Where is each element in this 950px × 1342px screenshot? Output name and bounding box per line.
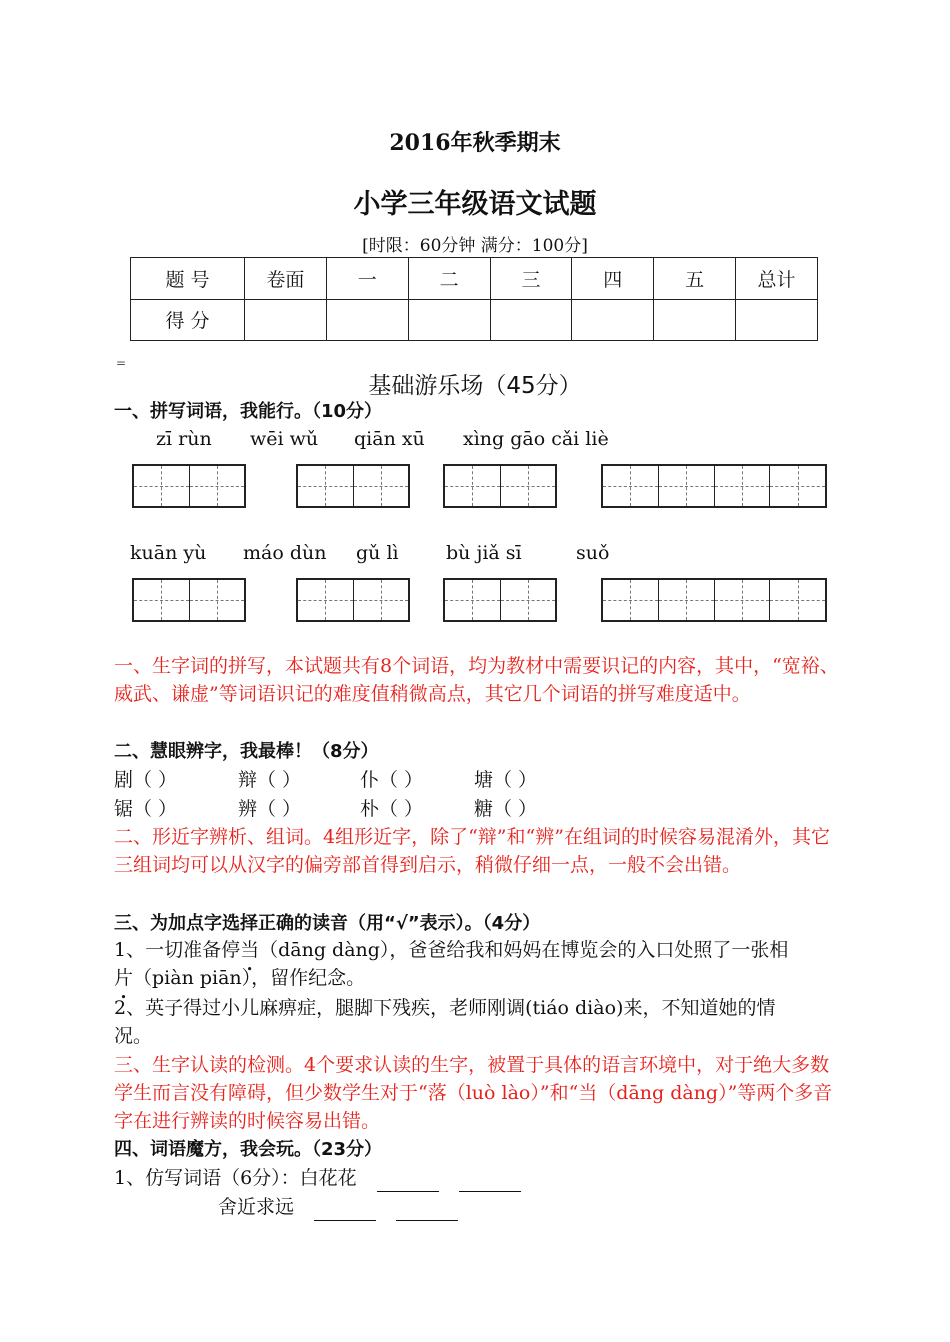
score-cell[interactable] (408, 299, 490, 341)
q3-sentence-1 (114, 936, 844, 992)
writing-grid[interactable] (296, 464, 410, 508)
writing-grid[interactable] (296, 578, 410, 622)
score-header-cell: 一 (326, 258, 408, 300)
q3-s1-text: 1、一切准备停 (114, 939, 241, 961)
answer-blank[interactable] (377, 1171, 439, 1192)
q2-item: 朴（ ） (360, 798, 424, 820)
writing-grid[interactable] (443, 464, 557, 508)
answer-blank[interactable] (314, 1200, 376, 1221)
q2-item: 仆（ ） (360, 769, 424, 791)
exam-title: 小学三年级语文试题 (353, 189, 597, 220)
pinyin-label: máo dùn (243, 542, 327, 564)
q2-item: 辩（ ） (238, 769, 302, 791)
q1-note: 一、生字词的拼写，本试题共有8个词语，均为教材中需要识记的内容，其中，“宽裕、威武、谦虚”等词语识记的难度值稍微高点，其它几个词语的拼写难度适中。 (114, 655, 839, 705)
q2-item: 辨（ ） (238, 798, 302, 820)
q4-s1-label: 1、仿写词语（6分）：白花花 (114, 1167, 357, 1189)
q4-s1-word2: 舍近求远 (218, 1196, 295, 1218)
score-cell[interactable] (654, 299, 736, 341)
q2-item: 塘（ ） (474, 769, 538, 791)
small-mark: = (116, 356, 127, 370)
q3-note: 三、生字认读的检测。4个要求认读的生字，被置于具体的语言环境中，对于绝大多数学生而言没有障碍，但少数学生对于“落（luò lào）”和“当（dāng dàng）”等两个多音字在进行辨读的时候容易出错。 (114, 1054, 833, 1132)
writing-grid[interactable] (601, 578, 827, 622)
score-row-label: 得 分 (131, 299, 245, 341)
score-header-cell: 总计 (736, 258, 818, 300)
q3-s1-text: （piàn piān），留作纪念。 (133, 967, 366, 989)
dotted-char: 当 (240, 939, 260, 961)
writing-grid[interactable] (601, 464, 827, 508)
q4-item-2 (218, 1193, 618, 1221)
q3-s2-text: 况。 (114, 1025, 153, 1047)
pinyin-label: xìng gāo cǎi liè (463, 428, 609, 450)
exam-term: 2016年秋季期末 (389, 130, 561, 156)
exam-limits: [时限：60分钟 满分：100分] (362, 236, 588, 256)
score-header-cell: 题 号 (131, 258, 245, 300)
score-cell[interactable] (245, 299, 327, 341)
dotted-char: 片 (114, 967, 134, 989)
pinyin-label: gǔ lì (356, 542, 399, 564)
score-table (130, 257, 818, 341)
answer-blank[interactable] (396, 1200, 458, 1221)
q2-item: 锯（ ） (114, 798, 178, 820)
pinyin-label: wēi wǔ (250, 428, 319, 450)
score-header-cell: 卷面 (245, 258, 327, 300)
q4-item-1 (114, 1164, 844, 1192)
score-table-header-row (131, 258, 818, 300)
q1-heading: 一、拼写词语，我能行。（10分） (114, 401, 383, 422)
score-cell[interactable] (326, 299, 408, 341)
writing-grid[interactable] (443, 578, 557, 622)
score-header-cell: 二 (408, 258, 490, 300)
writing-grid[interactable] (132, 578, 246, 622)
q4-heading: 四、词语魔方，我会玩。（23分） (114, 1139, 383, 1160)
pinyin-label: bù jiǎ sī (446, 542, 522, 564)
q2-item: 糖（ ） (474, 798, 538, 820)
pinyin-label: suǒ (576, 542, 610, 564)
q3-sentence-2 (114, 994, 844, 1050)
q3-s2-text: 2、英子得过小儿麻痹症，腿脚下残疾，老师刚调(tiáo diào)来，不知道她的情 (114, 997, 776, 1019)
q2-note: 二、形近字辨析、组词。4组形近字，除了“辩”和“辨”在组词的时候容易混淆外，其它三组词均可以从汉字的偏旁部首得到启示，稍微仔细一点，一般不会出错。 (114, 826, 830, 876)
answer-blank[interactable] (459, 1171, 521, 1192)
writing-grid[interactable] (132, 464, 246, 508)
pinyin-label: zī rùn (156, 428, 212, 450)
score-cell[interactable] (490, 299, 572, 341)
score-header-cell: 三 (490, 258, 572, 300)
pinyin-label: kuān yù (130, 542, 207, 564)
q3-heading: 三、为加点字选择正确的读音（用“√”表示）。（4分） (114, 913, 541, 934)
q2-heading: 二、慧眼辨字，我最棒！（8分） (114, 741, 379, 762)
score-header-cell: 四 (572, 258, 654, 300)
score-header-cell: 五 (654, 258, 736, 300)
score-table-value-row (131, 299, 818, 341)
score-cell[interactable] (572, 299, 654, 341)
score-cell[interactable] (736, 299, 818, 341)
q3-s1-text: （dāng dàng），爸爸给我和妈妈在博览会的入口处照了一张相 (259, 939, 789, 961)
section-title: 基础游乐场（45分） (368, 373, 582, 399)
q2-item: 剧（ ） (114, 769, 178, 791)
pinyin-label: qiān xū (354, 428, 425, 450)
